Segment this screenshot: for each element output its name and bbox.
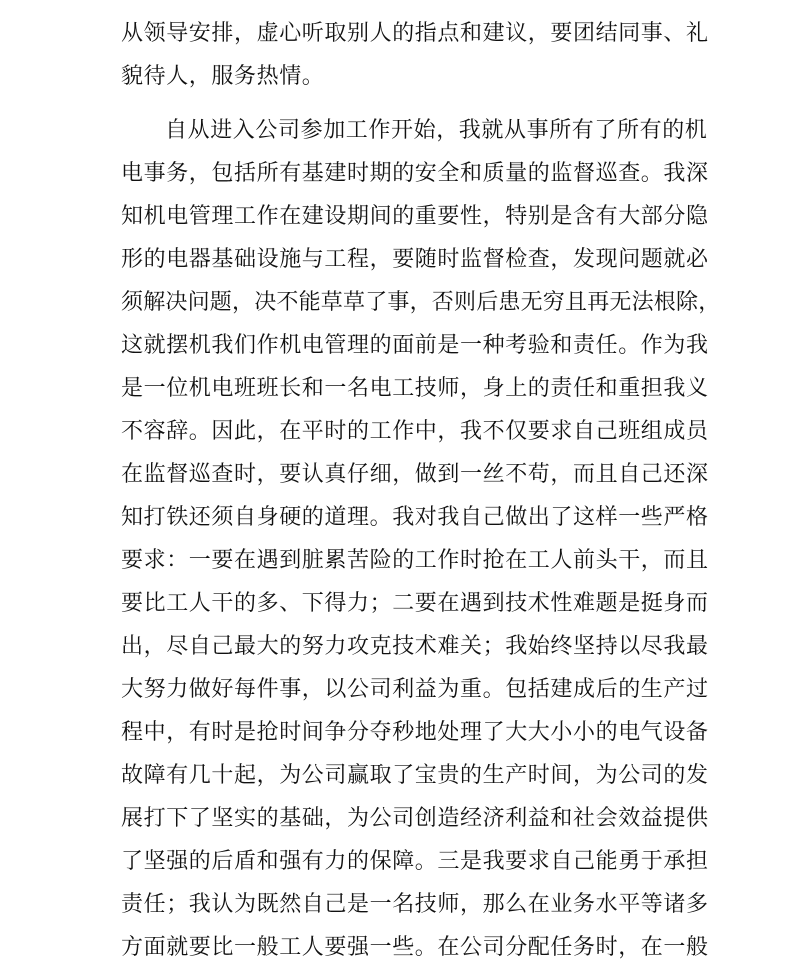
text-line: 展打下了坚实的基础，为公司创造经济利益和社会效益提供 [121, 806, 709, 831]
text-line: 要比工人干的多、下得力；二要在遇到技术性难题是挺身而 [121, 591, 709, 616]
text-line: 貌待人，服务热情。 [121, 64, 325, 89]
text-line: 知打铁还须自身硬的道理。我对我自己做出了这样一些严格 [121, 505, 709, 530]
text-line: 责任；我认为既然自己是一名技师，那么在业务水平等诸多 [121, 892, 709, 917]
text-line: 须解决问题，决不能草草了事，否则后患无穷且再无法根除， [121, 290, 721, 315]
text-line: 故障有几十起，为公司赢取了宝贵的生产时间，为公司的发 [121, 763, 709, 788]
text-line: 自从进入公司参加工作开始，我就从事所有了所有的机 [165, 118, 708, 143]
text-line: 在监督巡查时，要认真仔细，做到一丝不苟，而且自己还深 [121, 462, 709, 487]
text-line: 大努力做好每件事，以公司利益为重。包括建成后的生产过 [121, 677, 709, 702]
text-line: 是一位机电班班长和一名电工技师，身上的责任和重担我义 [121, 376, 709, 401]
text-line: 不容辞。因此，在平时的工作中，我不仅要求自己班组成员 [121, 419, 709, 444]
text-line: 方面就要比一般工人要强一些。在公司分配任务时，在一般 [121, 935, 709, 960]
text-line: 形的电器基础设施与工程，要随时监督检查，发现问题就必 [121, 247, 709, 272]
text-line: 要求：一要在遇到脏累苦险的工作时抢在工人前头干，而且 [121, 548, 709, 573]
text-line: 电事务，包括所有基建时期的安全和质量的监督巡查。我深 [121, 161, 709, 186]
text-line: 程中，有时是抢时间争分夺秒地处理了大大小小的电气设备 [121, 720, 709, 745]
text-line: 这就摆机我们作机电管理的面前是一种考验和责任。作为我 [121, 333, 709, 358]
text-line: 了坚强的后盾和强有力的保障。三是我要求自己能勇于承担 [121, 849, 709, 874]
text-line: 知机电管理工作在建设期间的重要性，特别是含有大部分隐 [121, 204, 709, 229]
text-line: 出，尽自己最大的努力攻克技术难关；我始终坚持以尽我最 [121, 634, 709, 659]
text-line: 从领导安排，虚心听取别人的指点和建议，要团结同事、礼 [121, 21, 709, 46]
